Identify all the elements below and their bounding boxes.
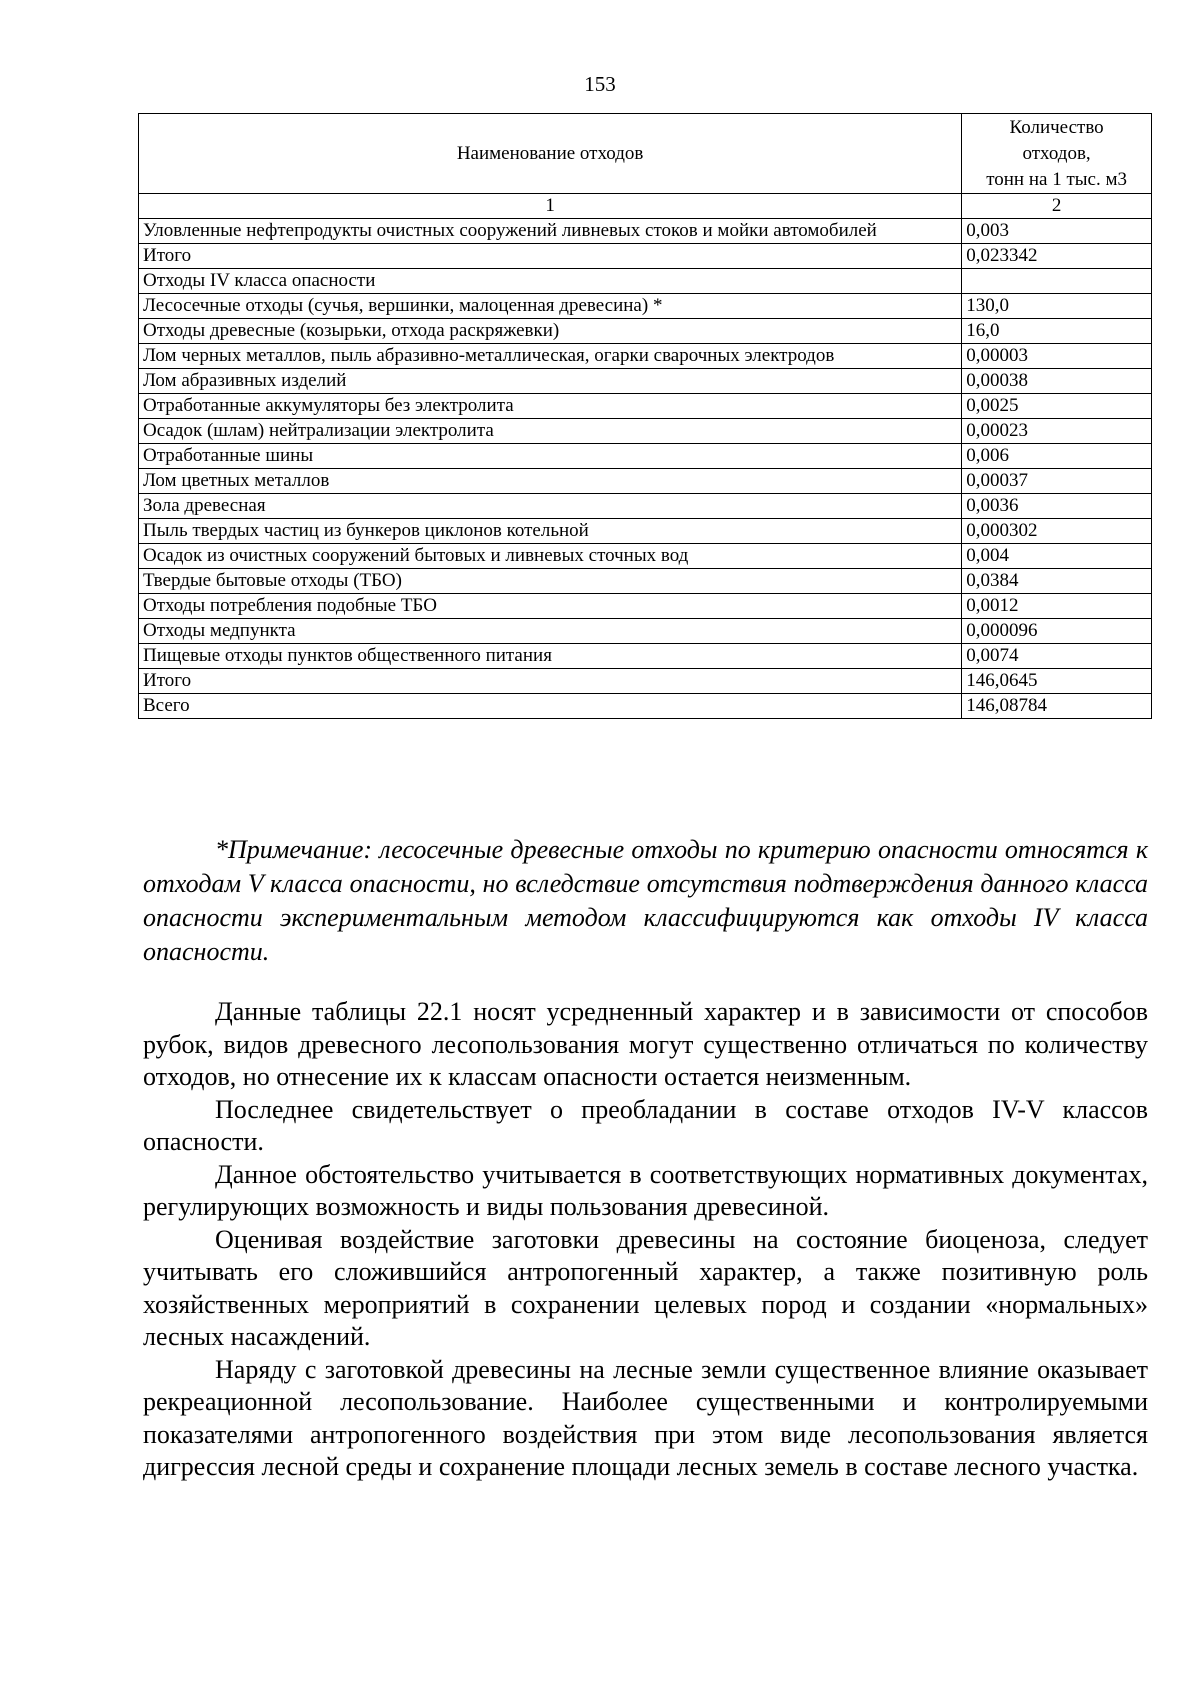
paragraph: Данные таблицы 22.1 носят усредненный характер и в зависимости от способов рубок, видов древесного лесопользования могут существенно отличаться по количеству отходов, но отнесение их к классам опасности остается неизменным. <box>143 997 1148 1091</box>
paragraph: Оценивая воздействие заготовки древесины на состояние биоценоза, следует учитывать его сложившийся антропогенный характер, а также позитивную роль хозяйственных мероприятий в сохранении целевых пород и создании «нормальных» лесных насаждений. <box>143 1224 1148 1351</box>
body-text <box>143 996 1148 1484</box>
waste-name-cell: Отходы медпункта <box>139 619 962 644</box>
waste-quantity-cell: 130,0 <box>962 294 1152 319</box>
waste-name-cell: Лесосечные отходы (сучья, вершинки, малоценная древесина) * <box>139 294 962 319</box>
waste-name-cell: Уловленные нефтепродукты очистных сооружений ливневых стоков и мойки автомобилей <box>139 219 962 244</box>
table-row <box>139 644 1152 669</box>
table-row <box>139 544 1152 569</box>
waste-quantity-cell: 0,003 <box>962 219 1152 244</box>
paragraph: Последнее свидетельствует о преобладании в составе отходов IV-V классов опасности. <box>143 1094 1148 1156</box>
table-row <box>139 594 1152 619</box>
waste-name-cell: Лом цветных металлов <box>139 469 962 494</box>
header-waste-quantity <box>962 114 1152 194</box>
table-row <box>139 569 1152 594</box>
waste-name-cell: Всего <box>139 694 962 719</box>
table-row <box>139 219 1152 244</box>
table-header-row <box>139 114 1152 194</box>
table-row <box>139 319 1152 344</box>
waste-quantity-cell: 0,006 <box>962 444 1152 469</box>
waste-quantity-cell <box>962 269 1152 294</box>
header-waste-name: Наименование отходов <box>139 114 962 194</box>
waste-quantity-cell: 0,00038 <box>962 369 1152 394</box>
waste-name-cell: Твердые бытовые отходы (ТБО) <box>139 569 962 594</box>
table-row <box>139 244 1152 269</box>
waste-name-cell: Отходы потребления подобные ТБО <box>139 594 962 619</box>
table-body <box>139 219 1152 719</box>
table-row <box>139 269 1152 294</box>
column-number-2: 2 <box>962 194 1152 219</box>
waste-quantity-cell: 0,0012 <box>962 594 1152 619</box>
table-row <box>139 294 1152 319</box>
column-number-row <box>139 194 1152 219</box>
waste-name-cell: Пищевые отходы пунктов общественного питания <box>139 644 962 669</box>
waste-quantity-cell: 0,000302 <box>962 519 1152 544</box>
waste-quantity-cell: 0,0074 <box>962 644 1152 669</box>
waste-name-cell: Осадок из очистных сооружений бытовых и ливневых сточных вод <box>139 544 962 569</box>
waste-table <box>138 113 1152 719</box>
waste-name-cell: Отходы древесные (козырьки, отхода раскряжевки) <box>139 319 962 344</box>
waste-name-cell: Лом черных металлов, пыль абразивно-металлическая, огарки сварочных электродов <box>139 344 962 369</box>
table-row <box>139 394 1152 419</box>
table-row <box>139 469 1152 494</box>
waste-name-cell: Лом абразивных изделий <box>139 369 962 394</box>
waste-quantity-cell: 146,08784 <box>962 694 1152 719</box>
table-row <box>139 619 1152 644</box>
waste-name-cell: Осадок (шлам) нейтрализации электролита <box>139 419 962 444</box>
waste-quantity-cell: 146,0645 <box>962 669 1152 694</box>
waste-name-cell: Итого <box>139 669 962 694</box>
table-row <box>139 669 1152 694</box>
waste-quantity-cell: 0,0036 <box>962 494 1152 519</box>
table-row <box>139 694 1152 719</box>
waste-quantity-cell: 0,00003 <box>962 344 1152 369</box>
waste-quantity-cell: 0,0025 <box>962 394 1152 419</box>
table-row <box>139 444 1152 469</box>
waste-quantity-cell: 0,00023 <box>962 419 1152 444</box>
header-qty-line3: тонн на 1 тыс. м3 <box>986 168 1127 190</box>
waste-quantity-cell: 0,023342 <box>962 244 1152 269</box>
table-row <box>139 519 1152 544</box>
waste-name-cell: Пыль твердых частиц из бункеров циклонов котельной <box>139 519 962 544</box>
table-row <box>139 494 1152 519</box>
table-row <box>139 369 1152 394</box>
paragraph: Наряду с заготовкой древесины на лесные земли существенное влияние оказывает рекреационной лесопользование. Наиболее существенными и контролируемыми показателями антропогенного воздействия при этом виде лесопользования является дигрессия лесной среды и сохранение площади лесных земель в составе лесного участка. <box>143 1354 1148 1481</box>
waste-quantity-cell: 16,0 <box>962 319 1152 344</box>
column-number-1: 1 <box>139 194 962 219</box>
page-number: 153 <box>584 72 616 96</box>
waste-name-cell: Итого <box>139 244 962 269</box>
footnote-remark: *Примечание: лесосечные древесные отходы по критерию опасности относятся к отходам V класса опасности, но вследствие отсутствия подтверждения данного класса опасности экспериментальным методом классифицируются как отходы IV класса опасности. <box>143 835 1148 966</box>
table-row <box>139 419 1152 444</box>
header-qty-line2: отходов, <box>1022 142 1091 164</box>
waste-quantity-cell: 0,004 <box>962 544 1152 569</box>
header-qty-line1: Количество <box>1009 116 1104 138</box>
waste-name-cell: Зола древесная <box>139 494 962 519</box>
waste-quantity-cell: 0,00037 <box>962 469 1152 494</box>
waste-name-cell: Отходы IV класса опасности <box>139 269 962 294</box>
waste-name-cell: Отработанные аккумуляторы без электролита <box>139 394 962 419</box>
waste-quantity-cell: 0,0384 <box>962 569 1152 594</box>
waste-name-cell: Отработанные шины <box>139 444 962 469</box>
paragraph: Данное обстоятельство учитывается в соответствующих нормативных документах, регулирующих возможность и виды пользования древесиной. <box>143 1159 1148 1221</box>
waste-quantity-cell: 0,000096 <box>962 619 1152 644</box>
table-row <box>139 344 1152 369</box>
